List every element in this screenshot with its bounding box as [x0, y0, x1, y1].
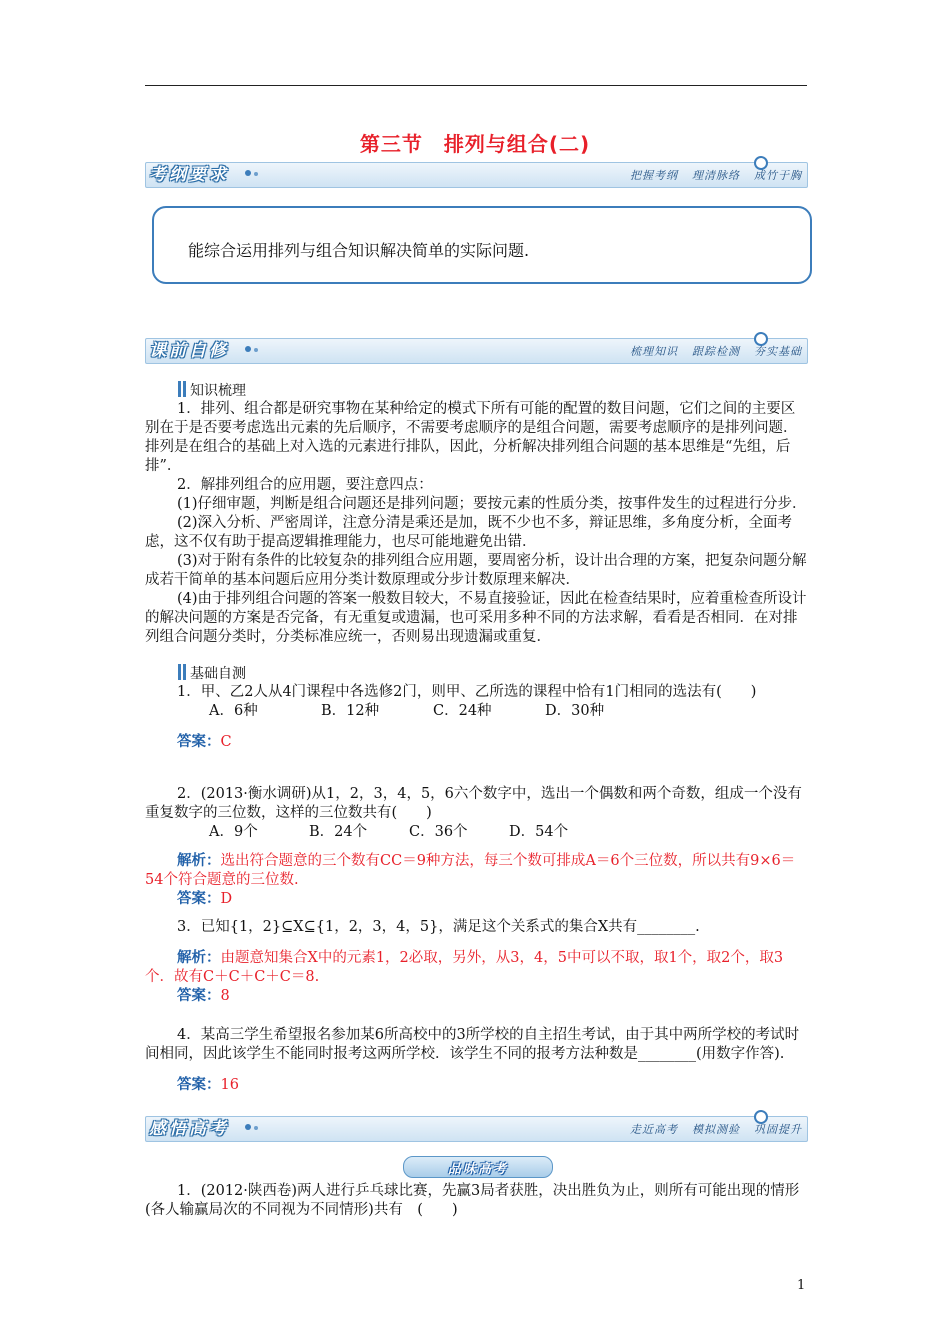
dots-icon — [245, 1115, 261, 1134]
gaokao-pill: 品味高考 — [403, 1154, 553, 1178]
section-subtitles: 梳理知识 跟踪检测 夯实基础 — [630, 345, 802, 358]
question-1: 1．甲、乙2人从4门课程中各选修2门，则甲、乙所选的课程中恰有1门相同的选法有( ) A．6种 B．12种 C．24种 D．30种 答案：C — [145, 683, 809, 752]
section-subtitles: 把握考纲 理清脉络 成竹于胸 — [630, 169, 802, 182]
knowledge-heading: 知识梳理 — [178, 380, 246, 401]
requirement-box — [152, 206, 812, 284]
header-rule — [145, 85, 807, 86]
section-tag: 感悟高考 — [149, 1119, 229, 1139]
dots-icon — [245, 161, 261, 180]
options-2: A．9个 B．24个 C．36个 D．54个 — [209, 824, 569, 840]
section-bar-preview — [145, 334, 808, 364]
bars-icon — [178, 664, 188, 684]
knowledge-body: 1．排列、组合都是研究事物在某种给定的模式下所有可能的配置的数目问题，它们之间的主要区别在于是否要考虑选出元素的先后顺序，不需要考虑顺序的是组合问题，需要考虑顺序的是排列问题．排列是在组合的基础上对入选的元素进行排队，因此，分析解决排列组合问题的基本思维是“先组，后排”． 2．解排列组合的应用题，要注意四点： (1)仔细审题，判断是组合问题还是排列问题；要按元素的性质分类，按事件发生的过程进行分步． (2)深入分析、严密周详，注意分清是乘还是加，既不少也不多，辩证思维，多角度分析，全面考虑，这不仅有助于提高逻辑推理能力，也尽可能地避免出错． (3)对于附有条件的比较复杂的排列组合应用题，要周密分析，设计出合理的方案，把复杂问题分解成若干简单的基本问题后应用分类计数原理或分步计数原理来解决． (4)由于排列组合问题的答案一般数目较大，不易直接验证，因此在检查结果时，应着重检查所设计的解决问题的方案是否完备，有无重复或遗漏，也可采用多种不同的方法求解，看看是否相同．在对排列组合问题分类时，分类标准应统一，否则易出现遗漏或重复． — [145, 401, 807, 645]
gaokao-question-1: 1．(2012·陕西卷)两人进行乒乓球比赛，先赢3局者获胜，决出胜负为止，则所有可能出现的情形(各人输赢局次的不同视为不同情形)共有 ( ) — [145, 1183, 800, 1218]
bars-icon — [178, 381, 188, 401]
options-1: A．6种 B．12种 C．24种 D．30种 — [209, 703, 605, 719]
selftest-heading: 基础自测 — [178, 663, 246, 684]
question-3: 3．已知{1，2}⊆X⊆{1，2，3，4，5}，满足这个关系式的集合X共有________. 解析：由题意知集合X中的元素1，2必取，另外，从3，4，5中可以不取，取1个，取2个，取3个．故有C＋C＋C＋C＝8. 答案：8 — [145, 919, 784, 1004]
page-title: 第三节 排列与组合(二) — [359, 132, 591, 156]
page-number: 1 — [797, 1278, 806, 1293]
section-tag: 考纲要求 — [149, 165, 229, 185]
section-subtitles: 走近高考 模拟测验 巩固提升 — [630, 1123, 802, 1136]
question-2: 2．(2013·衡水调研)从1，2，3，4，5，6六个数字中，选出一个偶数和两个奇数，组成一个没有重复数字的三位数，这样的三位数共有( ) A．9个 B．24个 C．36个 D．54个 解析：选出符合题意的三个数有CC＝9种方法，每三个数可排成A＝6个三位数，所以共有9×6＝54个符合题意的三位数. 答案：D — [145, 785, 809, 909]
section-bar-gaokao — [145, 1112, 808, 1142]
requirement-text: 能综合运用排列与组合知识解决简单的实际问题. — [188, 241, 530, 260]
dots-icon — [245, 337, 261, 356]
section-tag: 课前自修 — [149, 341, 229, 361]
section-bar-requirements — [145, 158, 808, 188]
question-4: 4．某高三学生希望报名参加某6所高校中的3所学校的自主招生考试，由于其中两所学校的考试时间相同，因此该学生不能同时报考这两所学校．该学生不同的报考方法种数是________(用数字作答). 答案：16 — [145, 1027, 800, 1093]
